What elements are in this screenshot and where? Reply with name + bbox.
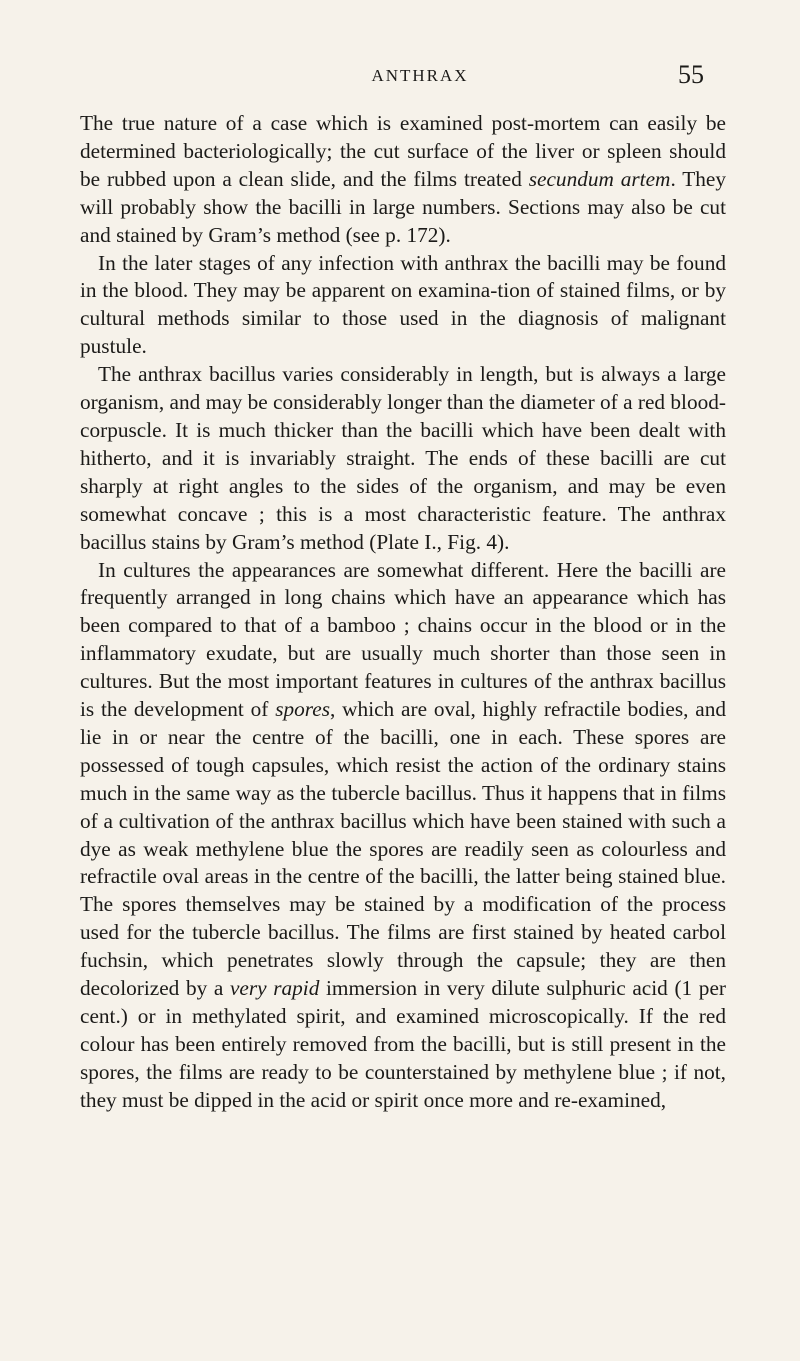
text-run: immersion in very dilute sulphuric acid (1 per cent.) or in methylated spirit, and examined microscopically. If the red colour has been entirely removed from the bacilli, but is still present in the spores, the films are ready to be counterstained by methylene blue ; if not, they must be dipped in the acid or spirit once more and re-examined, [80, 976, 726, 1112]
paragraph [80, 110, 726, 250]
italic-text-run: spores [275, 697, 331, 722]
text-run: The anthrax bacillus varies considerably in length, but is always a large organism, and may be considerably longer than the diameter of a red blood-corpuscle. It is much thicker than the bacilli which have been dealt with hitherto, and it is invariably straight. The ends of these bacilli are cut sharply at right angles to the sides of the organism, and may be even somewhat concave ; this is a most characteristic feature. The anthrax bacillus stains by Gram’s method (Plate I., Fig. 4). [80, 362, 726, 554]
page-number: 55 [678, 60, 704, 89]
text-run: In the later stages of any infection with anthrax the bacilli may be found in the blood. They may be apparent on examina-tion of stained films, or by cultural methods similar to those used in the diagnosis of malignant pustule. [80, 250, 726, 359]
text-run: . They will probably show the bacilli in large numbers. Sections may also be cut and stained by Gram’s method (see p. 172). [80, 166, 726, 247]
italic-text-run: very rapid [229, 976, 320, 1001]
text-run: , which are oval, highly refractile bodies, and lie in or near the centre of the bacilli, one in each. These spores are possessed of tough capsules, which resist the action of the ordinary stains much in the same way as the tubercle bacillus. Thus it happens that in films of a cultivation of the anthrax bacillus which have been stained with such a dye as weak methylene blue the spores are readily seen as colourless and refractile oval areas in the centre of the bacilli, the latter being stained blue. The spores themselves may be stained by a modification of the process used for the tubercle bacillus. The films are first stained by heated carbol fuchsin, which penetrates slowly through the capsule; they are then decolorized by a [80, 697, 726, 1001]
italic-text-run: secundum artem [528, 166, 671, 191]
text-run: The true nature of a case which is examined post-mortem can easily be determined bacteriologically; the cut surface of the liver or spleen should be rubbed upon a clean slide, and the films treated [80, 111, 726, 191]
paragraph [80, 361, 726, 556]
running-title: ANTHRAX [371, 66, 469, 85]
paragraph [80, 250, 726, 362]
paragraph [80, 557, 726, 1115]
body-text [80, 110, 726, 1115]
text-run: In cultures the appearances are somewhat different. Here the bacilli are frequently arranged in long chains which have an appearance which has been compared to that of a bamboo ; chains occur in the blood or in the inflammatory exudate, but are usually much shorter than those seen in cultures. But the most important features in cultures of the anthrax bacillus is the development of [80, 557, 726, 722]
